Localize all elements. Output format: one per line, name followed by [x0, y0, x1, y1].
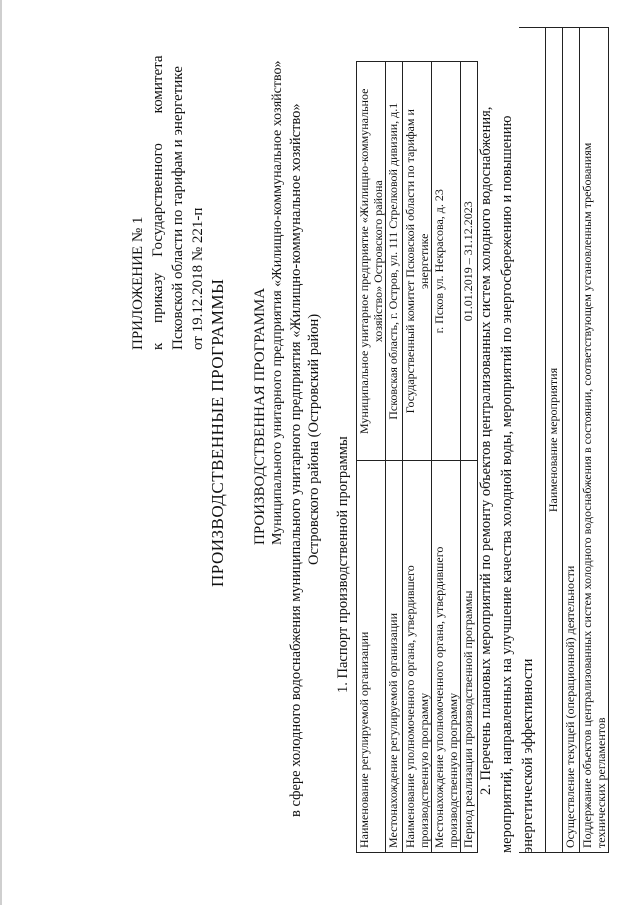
- table-row: [357, 62, 386, 853]
- table-row: [546, 28, 563, 853]
- table-row: [403, 62, 432, 853]
- passport-value: Муниципальное унитарное предприятие «Жилищно-коммунальное хозяйство» Островского района: [357, 62, 386, 462]
- passport-label: Наименование уполномоченного органа, утвердившего производственную программу: [403, 461, 432, 853]
- section2-line-1: 2. Перечень плановых мероприятий по ремонту объектов централизованных систем холодного водоснабжения,: [478, 106, 494, 795]
- table-row: [432, 62, 461, 853]
- passport-value: 01.01.2019 – 31.12.2023: [461, 62, 478, 462]
- measure-item: Осуществление текущей (операционной) деятельности: [563, 28, 580, 853]
- passport-table: [356, 61, 478, 853]
- table-row: [580, 28, 609, 853]
- page-title: ПРОИЗВОДСТВЕННЫЕ ПРОГРАММЫ: [208, 278, 227, 587]
- passport-value: Псковская область, г. Остров, ул. 111 Стрелковой дивизии, д.1: [386, 62, 403, 462]
- passport-label: Местонахождение уполномоченного органа, утвердившего производственную программу: [432, 461, 461, 853]
- measure-item: Поддержание объектов централизованных систем холодного водоснабжения в состоянии, соответствующем установленным требованиям технических регламентов: [580, 28, 609, 853]
- passport-label: Наименование регулируемой организации: [357, 461, 386, 853]
- scan-edge: [0, 0, 2, 905]
- appendix-line-2: к приказу Государственного комитета: [150, 55, 166, 350]
- passport-heading: 1. Паспорт производственной программы: [335, 436, 351, 693]
- table-row: [461, 62, 478, 853]
- program-district-line: Островского района (Островский район): [306, 313, 322, 565]
- table-row: [519, 28, 546, 853]
- passport-value: г. Псков ул. Некрасова, д. 23: [432, 62, 461, 462]
- program-scope-line: в сфере холодного водоснабжения муниципального унитарного предприятия «Жилищно-коммунальное хозяйство»: [288, 103, 304, 817]
- program-org-line: Муниципального унитарного предприятия «Жилищно-коммунальное хозяйство»: [270, 60, 285, 545]
- appendix-line-1: ПРИЛОЖЕНИЕ № 1: [130, 216, 146, 350]
- program-title: ПРОИЗВОДСТВЕННАЯ ПРОГРАММА: [252, 287, 268, 545]
- section2-line-2: мероприятий, направленных на улучшение качества холодной воды, мероприятий по энергосбережению и повышению: [499, 115, 515, 853]
- appendix-line-4: от 19.12.2018 № 221-п: [190, 207, 206, 350]
- table-row: [386, 62, 403, 853]
- passport-label: Местонахождение регулируемой организации: [386, 461, 403, 853]
- passport-value: Государственный комитет Псковской области по тарифам и энергетике: [403, 62, 432, 462]
- table-row: [563, 28, 580, 853]
- passport-label: Период реализации производственной программы: [461, 461, 478, 853]
- section2-line-3: энергетической эффективности: [520, 658, 536, 853]
- appendix-line-3: Псковской области по тарифам и энергетике: [170, 66, 186, 350]
- measures-header: Наименование мероприятия: [546, 28, 563, 853]
- measures-table: [519, 27, 609, 853]
